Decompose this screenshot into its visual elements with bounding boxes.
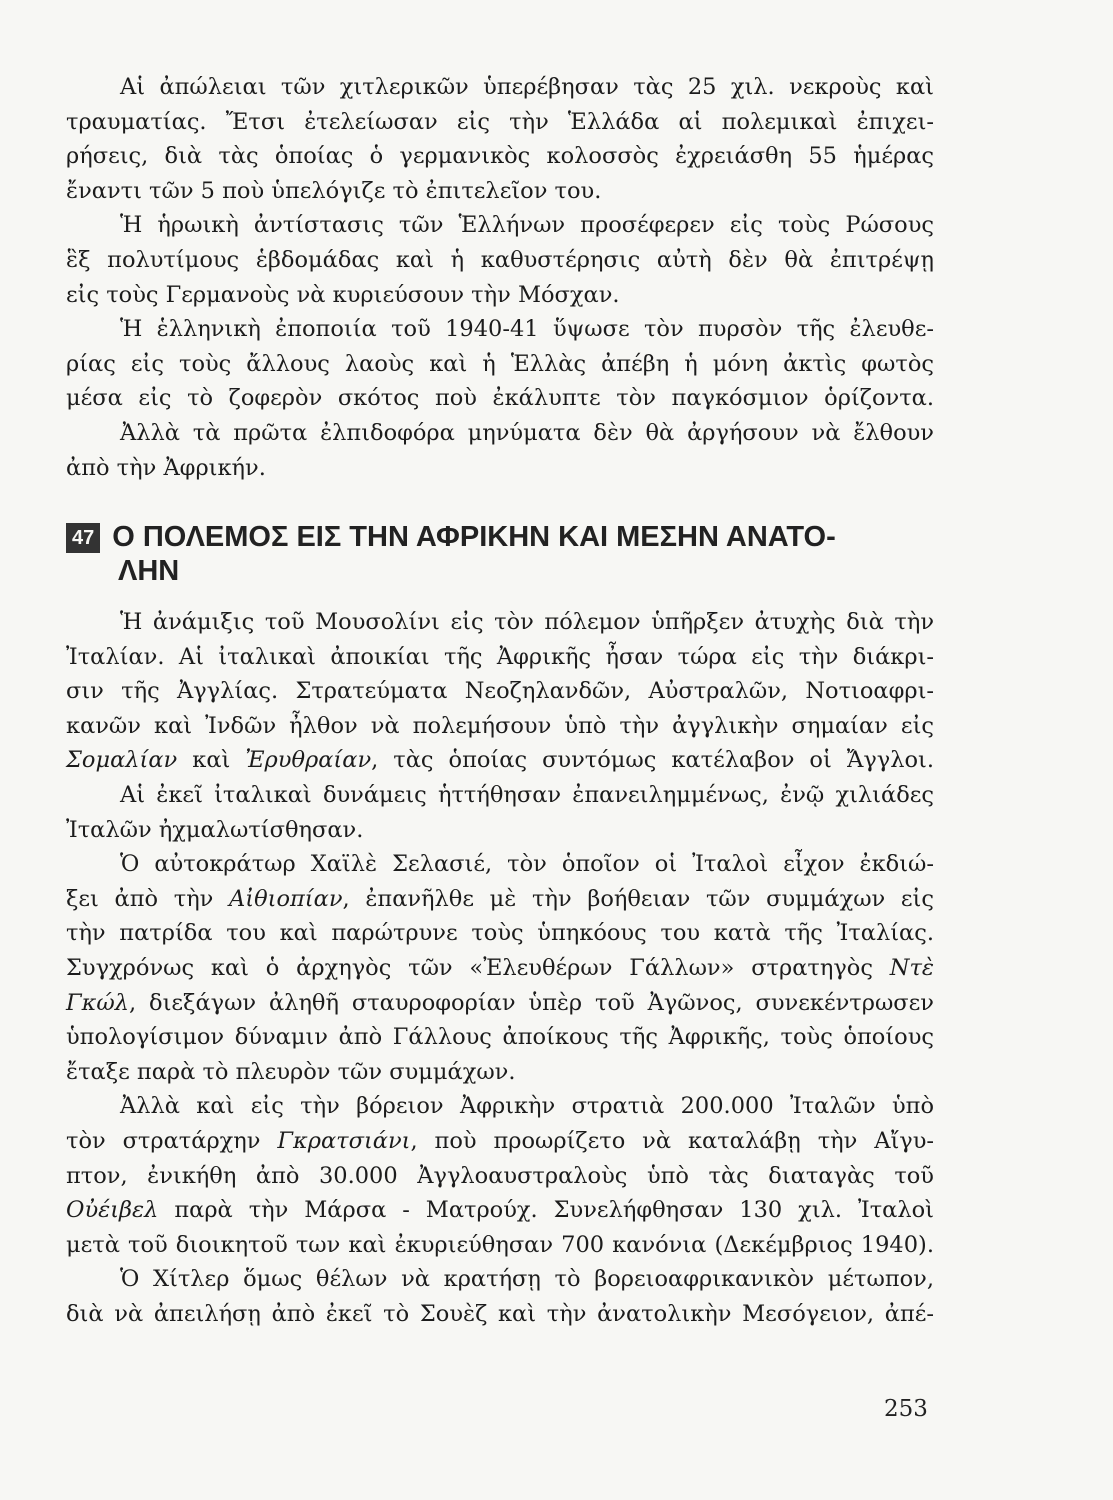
text-line: εἰς τοὺς Γερμανοὺς νὰ κυριεύσουν τὴν Μόσχαν. [66,281,620,308]
text-line: Οὐέιβελ παρὰ τὴν Μάρσα - Ματρούχ. Συνελήφθησαν 130 χιλ. Ἰταλοὶ [66,1197,934,1224]
text-line: διὰ νὰ ἀπειλήσῃ ἀπὸ ἐκεῖ τὸ Σουὲζ καὶ τὴν ἀνατολικὴν Μεσόγειον, ἀπέ- [66,1300,934,1327]
italic-person-name: Οὐέιβελ [66,1197,159,1224]
text-line: ρίας εἰς τοὺς ἄλλους λαοὺς καὶ ἡ Ἑλλὰς ἀπέβη ἡ μόνη ἀκτὶς φωτὸς [66,350,934,377]
italic-place-name: Αἰθιοπίαν [229,885,343,912]
section-title-line-2: ΛΗΝ [118,555,180,587]
paragraph [66,1262,934,1331]
text-line: κανῶν καὶ Ἰνδῶν ἦλθον νὰ πολεμήσουν ὑπὸ τὴν ἀγγλικὴν σημαίαν εἰς [66,712,934,739]
section-number-badge: 47 [66,523,100,553]
text-line: ἔταξε παρὰ τὸ πλευρὸν τῶν συμμάχων. [66,1058,516,1085]
text-block-top [66,70,934,485]
text-line: πτον, ἐνικήθη ἀπὸ 30.000 Ἀγγλοαυστραλοὺς ὑπὸ τὰς διαταγὰς τοῦ [66,1162,934,1189]
italic-person-name: Ντὲ [889,954,934,981]
text-line: ἓξ πολυτίμους ἑβδομάδας καὶ ἡ καθυστέρησις αὐτὴ δὲν θὰ ἐπιτρέψῃ [66,246,934,273]
paragraph [66,847,934,1089]
paragraph [66,208,934,312]
text-line: Ἡ ἀνάμιξις τοῦ Μουσολίνι εἰς τὸν πόλεμον ὑπῆρξεν ἀτυχὴς διὰ τὴν [120,609,934,635]
text-line: Σομαλίαν καὶ Ἐρυθραίαν, τὰς ὁποίας συντόμως κατέλαβον οἱ Ἄγγλοι. [66,747,935,774]
text-line: ἀπὸ τὴν Ἀφρικήν. [66,454,266,481]
text-line: Γκώλ, διεξάγων ἀληθῆ σταυροφορίαν ὑπὲρ τοῦ Ἀγῶνος, συνεκέντρωσεν [66,989,934,1016]
text-line: τὸν στρατάρχην Γκρατσιάνι, ποὺ προωρίζετο νὰ καταλάβῃ τὴν Αἴγυ- [66,1127,934,1154]
text-line: ὑπολογίσιμον δύναμιν ἀπὸ Γάλλους ἀποίκους τῆς Ἀφρικῆς, τοὺς ὁποίους [66,1024,934,1051]
text-line: Ἀλλὰ τὰ πρῶτα ἐλπιδοφόρα μηνύματα δὲν θὰ ἀργήσουν νὰ ἔλθουν [120,419,934,446]
text-line: Ὁ Χίτλερ ὅμως θέλων νὰ κρατήσῃ τὸ βορειοαφρικανικὸν μέτωπον, [120,1266,934,1293]
text-line: τὴν πατρίδα του καὶ παρώτρυνε τοὺς ὑπηκόους του κατὰ τῆς Ἰταλίας. [66,920,934,947]
text-line: Αἱ ἐκεῖ ἰταλικαὶ δυνάμεις ἡττήθησαν ἐπανειλημμένως, ἐνῷ χιλιάδες [120,781,934,808]
text-line: Συγχρόνως καὶ ὁ ἀρχηγὸς τῶν «Ἐλευθέρων Γάλλων» στρατηγὸς Ντὲ [66,954,934,981]
paragraph [66,70,934,208]
text-line: Ὁ αὐτοκράτωρ Χαϊλὲ Σελασιέ, τὸν ὁποῖον οἱ Ἰταλοὶ εἶχον ἐκδιώ- [120,851,934,878]
text-line: ρήσεις, διὰ τὰς ὁποίας ὁ γερμανικὸς κολοσσὸς ἐχρειάσθη 55 ἡμέρας [66,143,934,170]
text-line: ξει ἀπὸ τὴν Αἰθιοπίαν, ἐπανῆλθε μὲ τὴν βοήθειαν τῶν συμμάχων εἰς [66,885,934,912]
text-line: Ἡ ἡρωικὴ ἀντίστασις τῶν Ἑλλήνων προσέφερεν εἰς τοὺς Ρώσους [120,212,934,239]
paragraph [66,312,934,416]
text-line: ἔναντι τῶν 5 ποὺ ὑπελόγιζε τὸ ἐπιτελεῖον του. [66,177,602,204]
text-line: Ἡ ἑλληνικὴ ἐποποιία τοῦ 1940-41 ὕψωσε τὸν πυρσὸν τῆς ἐλευθε- [120,316,934,343]
italic-place-name: Σομαλίαν [66,747,178,774]
italic-person-name: Γκώλ [66,989,129,1016]
text-line: μέσα εἰς τὸ ζοφερὸν σκότος ποὺ ἐκάλυπτε τὸν παγκόσμιον ὁρίζοντα. [66,385,934,412]
paragraph [66,778,934,847]
paragraph [66,416,934,485]
paragraph [66,605,934,778]
italic-person-name: Γκρατσιάνι [277,1127,411,1154]
section-title-line-1: Ο ΠΟΛΕΜΟΣ ΕΙΣ ΤΗΝ ΑΦΡΙΚΗΝ ΚΑΙ ΜΕΣΗΝ ΑΝΑΤΟ- [112,521,836,553]
text-block-bottom [66,605,934,1331]
section-heading [66,520,934,588]
text-line: τραυματίας. Ἔτσι ἐτελείωσαν εἰς τὴν Ἑλλάδα αἱ πολεμικαὶ ἐπιχει- [66,108,934,135]
paragraph [66,1089,934,1262]
text-line: Ἀλλὰ καὶ εἰς τὴν βόρειον Ἀφρικὴν στρατιὰ 200.000 Ἰταλῶν ὑπὸ [120,1093,934,1120]
text-line: Ἰταλῶν ἠχμαλωτίσθησαν. [66,816,364,843]
text-line: Αἱ ἀπώλειαι τῶν χιτλερικῶν ὑπερέβησαν τὰς 25 χιλ. νεκροὺς καὶ [120,74,934,100]
italic-place-name: Ἐρυθραίαν [245,747,372,774]
text-line: μετὰ τοῦ διοικητοῦ των καὶ ἐκυριεύθησαν 700 κανόνια (Δεκέμβριος 1940). [66,1231,934,1258]
text-line: Ἰταλίαν. Αἱ ἰταλικαὶ ἀποικίαι τῆς Ἀφρικῆς ἦσαν τώρα εἰς τὴν διάκρι- [66,643,934,670]
page-number: 253 [884,1396,928,1422]
text-line: σιν τῆς Ἀγγλίας. Στρατεύματα Νεοζηλανδῶν, Αὐστραλῶν, Νοτιοαφρι- [66,678,934,705]
